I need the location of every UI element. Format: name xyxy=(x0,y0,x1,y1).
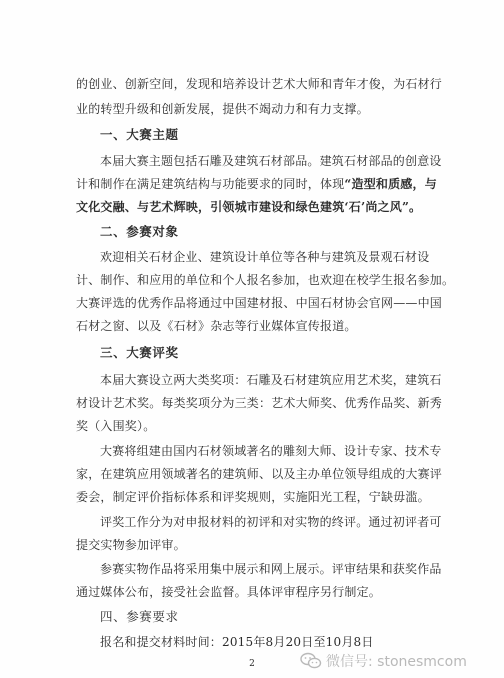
body-text-line: 大赛将组建由国内石材领域著名的雕刻大师、设计专家、技术专 xyxy=(100,444,442,458)
section-heading-requirements: 四、参赛要求 xyxy=(100,609,179,624)
body-text-line: 计、制作、和应用的单位和个人报名参加，也欢迎在校学生报名参加。 xyxy=(76,273,455,287)
body-text-line: 的创业、创新空间，发现和培养设计艺术大师和青年才俊，为石材行 xyxy=(76,77,443,91)
body-text-line: 大赛评选的优秀作品将通过中国建材报、中国石材协会官网——中国 xyxy=(76,296,443,310)
body-text-line: 提交实物参加评审。 xyxy=(76,538,186,552)
body-text-line: 本届大赛主题包括石雕及建筑石材部品。建筑石材部品的创意设 xyxy=(100,154,442,168)
body-text-line: 通过媒体公布，接受社会监督。具体评审程序另行制定。 xyxy=(76,585,382,599)
watermark-text: 微信号: stonesmcom xyxy=(326,654,467,670)
body-text-line: 本届大赛设立两大类奖项：石雕及石材建筑应用艺术奖，建筑石 xyxy=(100,373,442,387)
body-text-line: 报名和提交材料时间：2015年8月20日至10月8日 xyxy=(100,635,374,649)
body-text-line: 奖（入围奖）。 xyxy=(76,419,156,433)
section-heading-awards: 三、大赛评奖 xyxy=(100,345,179,360)
body-text-line: 评奖工作分为对申报材料的初评和对实物的终评。通过初评者可 xyxy=(100,515,442,529)
body-text-line-bold: 文化交融、与艺术辉映，引领城市建设和绿色建筑‘石’尚之风”。 xyxy=(76,200,422,214)
page-number: 2 xyxy=(249,659,255,669)
section-heading-participants: 二、参赛对象 xyxy=(100,224,179,239)
wechat-watermark xyxy=(300,650,467,672)
body-text-line: 业的转型升级和创新发展，提供不竭动力和有力支撑。 xyxy=(76,102,369,116)
body-text-line: 参赛实物作品将采用集中展示和网上展示。评审结果和获奖作品 xyxy=(100,562,442,576)
wechat-icon xyxy=(300,652,322,670)
body-text-line: 石材之窗、以及《石材》杂志等行业媒体宣传报道。 xyxy=(76,319,357,333)
body-text-line: 家，在建筑应用领域著名的建筑师、以及主办单位领导组成的大赛评 xyxy=(76,467,443,481)
body-text-line: 材设计艺术奖。每类奖项分为三类：艺术大师奖、优秀作品奖、新秀 xyxy=(76,396,443,410)
body-text-line: 委会，制定评价指标体系和评奖规则，实施阳光工程，宁缺毋滥。 xyxy=(76,490,430,504)
body-text-line: 计和制作在满足建筑结构与功能要求的同时，体现“造型和质感，与 xyxy=(76,177,437,191)
body-text-line: 欢迎相关石材企业、建筑设计单位等各种与建筑及景观石材设 xyxy=(100,250,430,264)
section-heading-theme: 一、大赛主题 xyxy=(100,127,179,142)
